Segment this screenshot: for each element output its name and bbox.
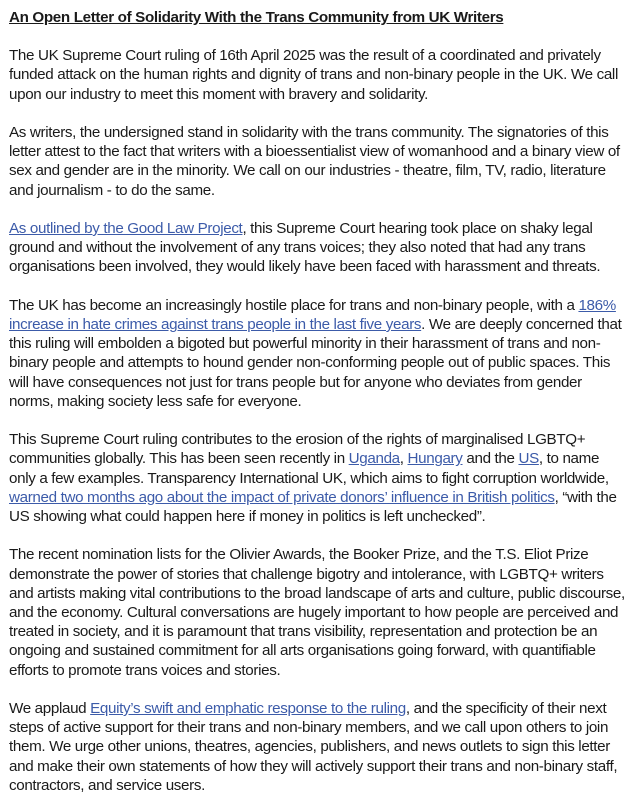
separator-text: , [399,450,408,468]
good-law-project-link[interactable]: As outlined by the Good Law Project [9,220,243,237]
paragraph-text: . We are deeply concerned that this ruling will embolden a bigoted but powerful minority in their harassment of trans and non-binary people and attempts to hound gender non-conforming people out of public spaces. This will have consequences not just for trans people but for anyone who deviates from gender norms, making society less safe for everyone. [9,316,622,410]
paragraph-text: , “with the US showing what could happen here if money in politics is left unchecked”. [9,488,617,526]
paragraph-good-law-project [9,219,626,277]
paragraph-ruling [9,46,626,104]
paragraph-text: , and the specificity of their next steps of active support for their trans and non-binary members, and we call upon others to join them. We urge other unions, theatres, agencies, publishers, and news outlets to sign this letter and make their own statements of how they will actively support their trans and non-binary staff, contractors, and service users. [9,700,618,794]
paragraph-text: The UK has become an increasingly hostile place for trans and non-binary people, with a [9,296,579,314]
paragraph-text: , to name only a few examples. Transparency International UK, which aims to fight corruption worldwide, [9,450,609,487]
paragraph-hate-crimes [9,296,626,411]
hungary-link[interactable]: Hungary [407,450,463,468]
transparency-warning-link[interactable]: warned two months ago about the impact of private donors’ influence in British politics [9,488,555,506]
paragraph-solidarity [9,123,626,200]
paragraph-nominations [9,545,626,679]
letter-title: An Open Letter of Solidarity With the Trans Community from UK Writers [9,9,504,26]
paragraph-text: , this Supreme Court hearing took place on shaky legal ground and without the involvement of any trans voices; they also noted that had any trans organisations been involved, they would likely have been faced with harassment and threats. [9,220,601,276]
paragraph-text: We applaud [9,700,91,718]
equity-response-link[interactable]: Equity’s swift and emphatic response to the ruling [90,700,406,718]
paragraph-text: This Supreme Court ruling contributes to the erosion of the rights of marginalised LGBTQ+ communities globally. This has been seen recently in [9,431,586,468]
paragraph-text: and the [462,450,519,468]
paragraph-text: The UK Supreme Court ruling of 16th April 2025 was the result of a coordinated and privately funded attack on the human rights and dignity of trans and non-binary people in the UK. We call upon our industry to meet this moment with bravery and solidarity. [9,47,618,103]
paragraph-text: The recent nomination lists for the Olivier Awards, the Booker Prize, and the T.S. Eliot Prize demonstrate the power of stories that challenge bigotry and intolerance, with LGBTQ+ writers and artists making vital contributions to the broad landscape of arts and culture, public discourse, and the economy. Cultural conversations are hugely important to how people are perceived and treated in society, and it is paramount that trans visibility, representation and protection be an ongoing and sustained commitment for all arts organisations going forward, with quantifiable efforts to promote trans voices and stories. [9,546,625,679]
paragraph-global-erosion [9,430,626,526]
hate-crimes-link[interactable]: 186% increase in hate crimes against trans people in the last five years [9,296,616,333]
uganda-link[interactable]: Uganda [348,450,400,468]
paragraph-text: As writers, the undersigned stand in solidarity with the trans community. The signatories of this letter attest to the fact that writers with a bioessentialist view of womanhood and a binary view of sex and gender are in the minority. We call on our industries - theatre, film, TV, radio, literature and journalism - to do the same. [9,124,620,199]
paragraph-equity [9,699,626,795]
us-link[interactable]: US [518,450,539,468]
